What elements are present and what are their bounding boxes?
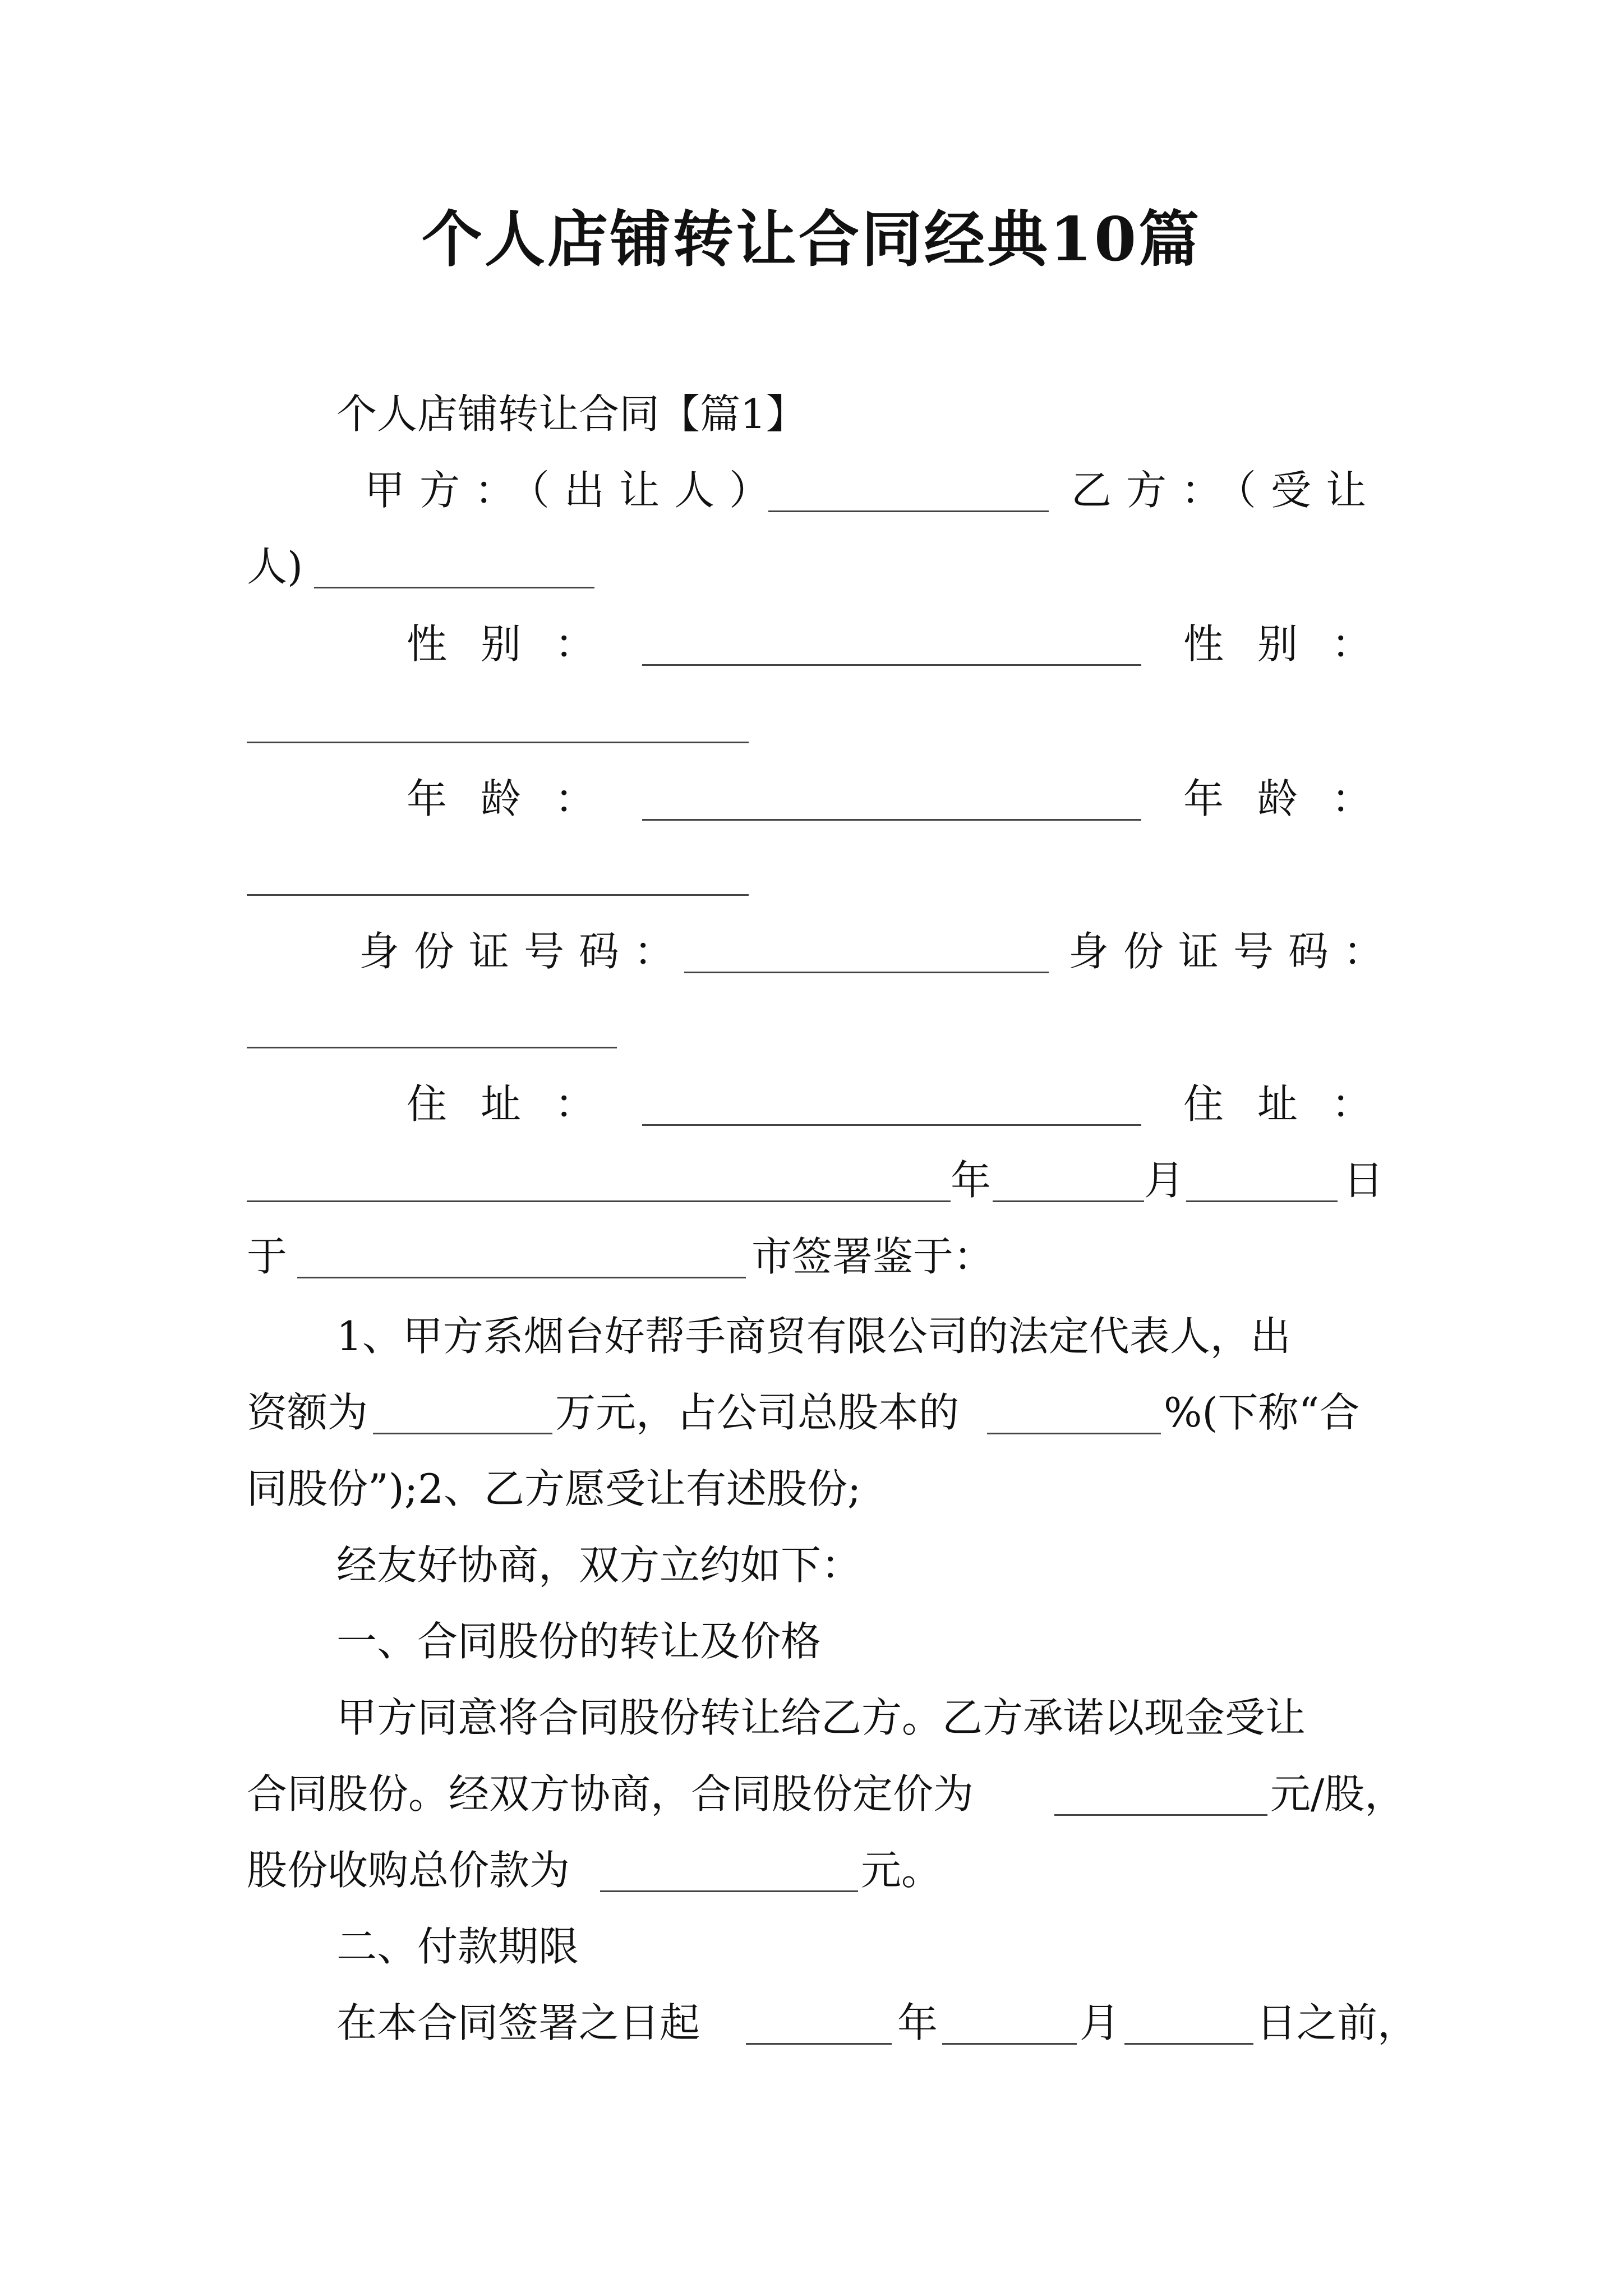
age-blank-b <box>247 894 749 896</box>
gender-label-a: 性别： <box>407 620 629 668</box>
at-label: 于 <box>247 1233 288 1280</box>
section2-line1-b: 年 <box>897 1999 938 2046</box>
price-per-share-blank <box>1054 1814 1267 1816</box>
party-b-label: 乙方：（受让 <box>1071 467 1381 514</box>
document-title: 个人店铺转让合同经典10篇 <box>421 204 1202 275</box>
address-label-b: 住址： <box>1183 1080 1406 1128</box>
section2-line1-a: 在本合同签署之日起 <box>336 1999 700 2046</box>
gender-blank-b <box>247 742 749 743</box>
date-month-blank <box>1186 1200 1338 1202</box>
section1-heading: 一、合同股份的转让及价格 <box>336 1618 822 1665</box>
capital-blank <box>373 1433 552 1434</box>
deadline-year-blank <box>746 2043 892 2045</box>
party-a-blank <box>768 510 1049 512</box>
clause1-line2-b: 万元，占公司总股本的 <box>555 1389 960 1436</box>
id-blank-a <box>684 972 1049 973</box>
id-blank-b <box>247 1047 617 1048</box>
date-month: 月 <box>1144 1157 1185 1204</box>
contract-subtitle: 个人店铺转让合同【篇1】 <box>336 390 806 438</box>
party-a-label: 甲方：（出让人） <box>365 467 785 514</box>
date-year: 年 <box>951 1157 992 1204</box>
address-blank-b <box>247 1200 951 1202</box>
date-year-blank <box>993 1200 1144 1202</box>
party-b-blank <box>314 587 594 588</box>
section2-line1-c: 月 <box>1080 1999 1121 2046</box>
section1-line1: 甲方同意将合同股份转让给乙方。乙方承诺以现金受让 <box>336 1694 1306 1741</box>
section1-line3-b: 元。 <box>861 1847 942 1894</box>
age-label-b: 年龄： <box>1183 775 1406 822</box>
address-blank-a <box>642 1124 1141 1126</box>
id-label-b: 身份证号码： <box>1068 928 1399 975</box>
age-blank-a <box>642 819 1141 821</box>
date-day: 日 <box>1343 1157 1384 1204</box>
age-label-a: 年龄： <box>407 775 629 822</box>
section2-line1-d: 日之前， <box>1256 1999 1418 2046</box>
percent-blank <box>987 1433 1161 1434</box>
section1-line3-a: 股份收购总价款为 <box>247 1847 570 1894</box>
clause1-line2-a: 资额为 <box>247 1389 368 1436</box>
clause1-line2-c: %(下称“合 <box>1164 1389 1360 1436</box>
party-b-label-cont: 人) <box>247 543 303 590</box>
total-price-blank <box>600 1890 858 1892</box>
deadline-day-blank <box>1124 2043 1253 2045</box>
clause1-line3: 同股份”);2、乙方愿受让有述股份; <box>247 1465 861 1512</box>
id-label-a: 身份证号码： <box>359 928 689 975</box>
negotiation-text: 经友好协商，双方立约如下： <box>336 1542 862 1589</box>
clause1-line1: 1、甲方系烟台好帮手商贸有限公司的法定代表人，出 <box>336 1313 1291 1360</box>
address-label-a: 住址： <box>407 1080 629 1128</box>
deadline-month-blank <box>942 2043 1077 2045</box>
section1-line2-a: 合同股份。经双方协商，合同股份定价为 <box>247 1770 974 1818</box>
gender-label-b: 性别： <box>1183 620 1406 668</box>
city-sign-text: 市签署鉴于： <box>751 1233 994 1280</box>
city-blank <box>297 1277 746 1278</box>
section1-line2-b: 元/股， <box>1270 1770 1405 1818</box>
section2-heading: 二、付款期限 <box>336 1923 579 1970</box>
gender-blank-a <box>642 664 1141 666</box>
